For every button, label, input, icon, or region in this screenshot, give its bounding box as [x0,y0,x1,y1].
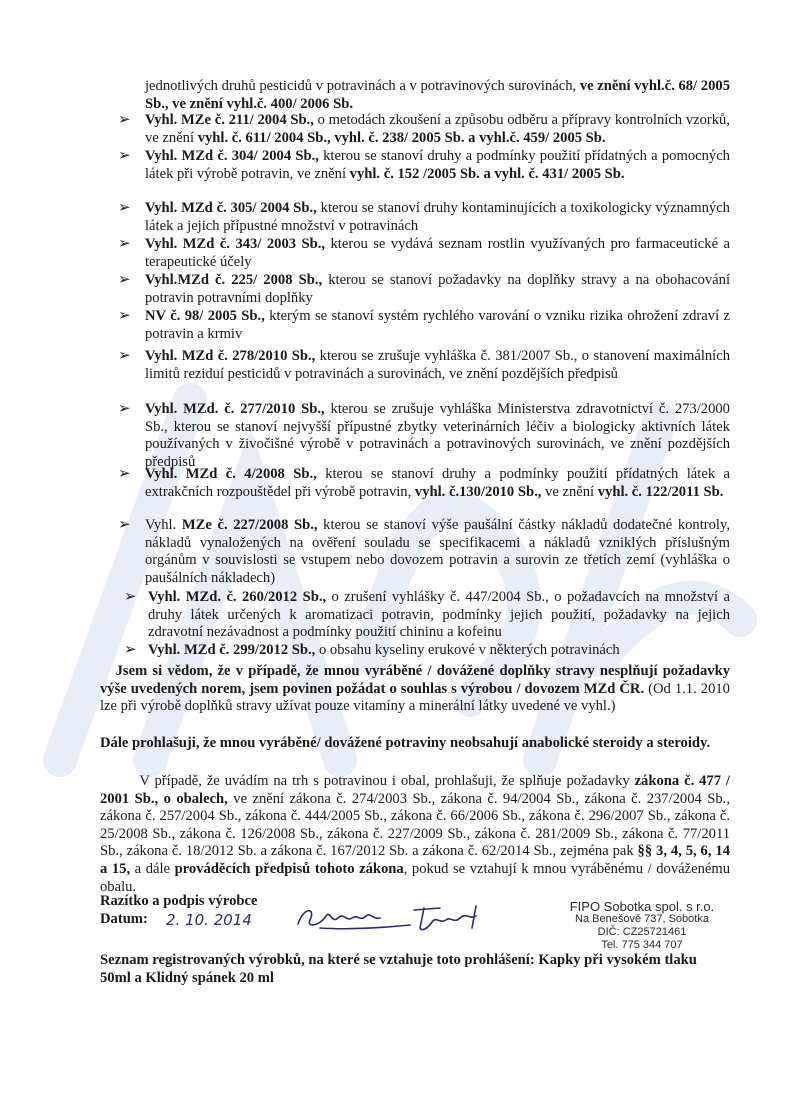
stamp-tax-id: DIČ: CZ25721461 [597,926,687,938]
regulation-bold-text: Vyhl. MZd č. 305/ 2004 Sb., [145,200,317,216]
regulation-item [145,236,730,271]
regulation-bold-text: Vyhl. MZd č. 278/2010 Sb., [145,348,316,364]
regulation-bold-text: Jsem si vědom, že v případě, že mnou vyráběné / dovážené doplňky stravy nesplňují požadavky výše uvedených norem, jsem povinen požádat o souhlas s výrobou / dovozem MZd ČR. [100,663,731,697]
stamp-company: FIPO Sobotka spol. s r.o. [569,899,715,914]
regulation-text: V případě, že uvádím na trh s potravinou i obal, prohlašuji, že splňuje požadavky [139,773,635,789]
regulation-bold-text: Vyhl. MZd. č. 277/2010 Sb., [145,401,325,417]
regulation-text: o obsahu kyseliny erukové v některých potravinách [315,642,620,658]
declaration-steroids [100,735,730,753]
date-value: 2. 10. 2014 [166,911,252,929]
handwritten-signature [290,898,520,938]
regulation-text: ve znění [541,483,598,500]
bullet-arrow-icon: ➢ [124,642,137,658]
declaration-supplements [100,663,730,716]
product-list-text: Seznam registrovaných výrobků, na které se vztahuje toto prohlášení: Kapky při vysokém tlaku 50ml a Klidný spánek 20 ml [100,952,697,986]
regulation-text: , pokud se vztahují k mnou vyráběnému / dováženému obalu. [100,860,730,895]
regulation-item [145,401,730,471]
bullet-arrow-icon: ➢ [118,308,131,324]
stamp-phone: Tel. 775 344 707 [601,939,683,951]
declaration-steroids-text: Dále prohlašuji, že mnou vyráběné/ dovážené potraviny neobsahují anabolické steroidy a steroidy. [100,735,711,751]
regulation-bold-text: vyhl. č.130/2010 Sb., [414,483,542,500]
intro-text: jednotlivých druhů pesticidů v potravinách a v potravinových surovinách, [145,78,580,94]
bullet-arrow-icon: ➢ [118,348,131,364]
regulation-text: (Od 1.1. 2010 lze při výrobě doplňků stravy užívat pouze vitamíny a minerální látky uvedené ve vyhl.) [100,680,730,715]
regulation-item [145,112,730,147]
declaration-supplements-text [100,663,730,714]
regulation-bold-text: Vyhl. MZd č. 304/ 2004 Sb., [145,148,319,164]
bullet-arrow-icon: ➢ [118,200,131,216]
bullet-arrow-icon: ➢ [118,466,131,482]
regulation-bold-text: Vyhl. MZd. č. 260/2012 Sb., [148,589,327,605]
regulation-item [145,148,730,183]
intro-bold: ve znění vyhl.č. 68/ 2005 Sb., ve znění vyhl.č. 400/ 2006 Sb. [145,78,730,112]
regulation-item [145,348,730,383]
bullet-arrow-icon: ➢ [118,517,131,533]
regulation-text: kterým se stanoví systém rychlého varování o vzniku rizika ohrožení zdraví z potravin a krmiv [145,308,730,342]
regulation-item [145,308,730,343]
regulation-bold-text: vyhl. č. 611/ 2004 Sb., vyhl. č. 238/ 2005 Sb. a vyhl.č. 459/ 2005 Sb. [197,129,606,146]
regulation-bold-text: NV č. 98/ 2005 Sb., [145,308,265,324]
regulation-text: kterou se stanoví druhy kontaminujících a toxikologicky významných látek a jejich přípustné množství v potravinách [145,200,730,234]
regulation-bold-text: Vyhl. MZe č. 211/ 2004 Sb., [145,112,314,128]
date-label: Datum: [100,910,148,927]
regulation-text: kterou se stanoví požadavky na doplňky stravy a na obohacování potravin potravními doplňky [145,272,730,306]
bullet-arrow-icon: ➢ [118,112,131,128]
bullet-arrow-icon: ➢ [118,272,131,288]
regulation-item [148,589,730,642]
regulation-bold-text: Vyhl.MZd č. 225/ 2008 Sb., [145,272,323,288]
regulation-bold-text: zákona č. 477 / 2001 Sb., o obalech, [100,773,730,807]
product-list [100,952,700,987]
regulation-text: o zrušení vyhlášky č. 447/2004 Sb., o požadavcích na množství a druhy látek určených k aromatizaci potravin, podmínky jejich použití, požadavky na jejich zdravotní nezávadnost a podmínky použití chininu a kofeinu [148,589,730,641]
regulation-text: kterou se stanoví druhy a podmínky použití přídatných látek a extrakčních rozpouštědel při výrobě potravin, [145,466,731,500]
regulation-text: o metodách zkoušení a způsobu odběru a přípravy kontrolních vzorků, ve znění [145,112,731,146]
bullet-arrow-icon: ➢ [118,148,131,164]
regulation-bold-text: §§ 3, 4, 5, 6, 14 a 15, [100,843,730,877]
regulation-item [145,466,730,501]
regulation-bold-text: MZe č. 227/2008 Sb., [181,517,318,533]
company-stamp [562,900,722,952]
regulation-text: kterou se stanoví druhy a podmínky použití přídatných a pomocných látek při výrobě potravin, ve znění [145,148,730,182]
signature-label: Razítko a podpis výrobce [100,893,258,909]
regulation-text: ve znění zákona č. 274/2003 Sb., zákona č. 94/2004 Sb., zákona č. 237/2004 Sb., zákona č. 257/2004 Sb., zákona č. 444/2005 Sb., zákona č. 66/2006 Sb., zákona č. 296/2007 Sb., zákona č. 25/2008 Sb., zákona č. 126/2008 Sb., zákona č. 227/2009 Sb., zákona č. 281/2009 Sb., zákona č. 77/2011 Sb., zákona č. 18/2012 Sb. a zákona č. 167/2012 Sb. a zákona č. 62/2014 Sb., zejména pak [100,790,730,860]
regulation-bold-text: vyhl. č. 152 /2005 Sb. a vyhl. č. 431/ 2005 Sb. [349,165,625,182]
bullet-arrow-icon: ➢ [118,236,131,252]
regulation-text: kterou se zrušuje vyhláška Ministerstva zdravotnictví č. 273/2000 Sb., kterou se stanoví nejvyšší přípustné zbytky veterinárních léčiv a biologicky aktivních látek používaných v živočišné výrobě v potravinách a potravinových surovinách, ve znění pozdějších předpisů [145,401,730,470]
regulation-bold-text: vyhl. č. 122/2011 Sb. [597,483,724,500]
regulation-bold-text: prováděcích předpisů tohoto zákona [174,860,404,877]
regulation-bold-text: Vyhl. MZd č. 343/ 2003 Sb., [145,236,326,252]
intro-paragraph [145,78,730,113]
regulation-item [145,517,730,587]
bullet-arrow-icon: ➢ [118,401,131,417]
regulation-item [148,642,730,660]
declaration-packaging-text [100,773,730,895]
bullet-arrow-icon: ➢ [124,589,137,605]
regulation-text: kterou se vydává seznam rostlin využívaných pro farmaceutické a terapeutické účely [145,236,730,270]
regulation-text: kterou se zrušuje vyhláška č. 381/2007 Sb., o stanovení maximálních limitů reziduí pesticidů v potravinách a surovinách, ve znění pozdějších předpisů [145,348,730,382]
declaration-packaging [100,773,730,896]
stamp-address: Na Benešově 737, Sobotka [575,913,709,925]
regulation-text: kterou se stanoví výše paušální částky nákladů dodatečné kontroly, nákladů vynaložených na ověření souladu se specifikacemi a nákladů vzniklých příslušným orgánům v souvislosti se vstupem nebo dovozem potravin a surovin ze třetích zemí (vyhláška o paušálních nákladech) [145,517,730,586]
regulation-text: a dále [130,860,175,877]
regulation-item [145,200,730,235]
regulation-text: Vyhl. [145,517,182,533]
regulation-bold-text: Vyhl. MZd č. 299/2012 Sb., [148,642,316,658]
regulation-item [145,272,730,307]
regulation-bold-text: Vyhl. MZd č. 4/2008 Sb., [145,466,317,482]
